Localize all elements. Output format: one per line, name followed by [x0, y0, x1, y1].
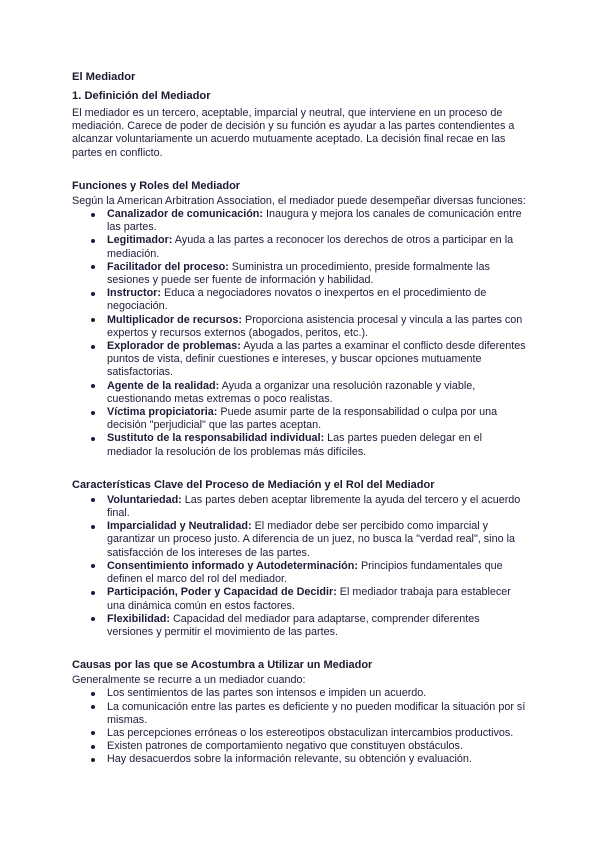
list-item [72, 314, 528, 340]
list-item-text: Educa a negociadores novatos o inexpertos en el procedimiento de negociación. [107, 287, 487, 313]
section-funciones-intro: Según la American Arbitration Association, el mediador puede desempeñar diversas funciones: [72, 194, 526, 207]
list-item [72, 287, 528, 313]
section-causas-intro: Generalmente se recurre a un mediador cuando: [72, 674, 306, 687]
list-item-term: Multiplicador de recursos: [107, 313, 242, 326]
funciones-list [72, 208, 528, 459]
list-item-text: Ayuda a organizar una resolución razonable y viable, cuestionando metas extremas o poco realistas. [107, 379, 476, 405]
list-item [72, 586, 528, 612]
section-caracteristicas-heading: Características Clave del Proceso de Mediación y el Rol del Mediador [72, 478, 435, 491]
document-page [72, 70, 528, 767]
list-item [72, 261, 528, 287]
list-item: Las percepciones erróneas o los estereotipos obstaculizan intercambios productivos. [72, 727, 528, 740]
section-funciones-heading: Funciones y Roles del Mediador [72, 179, 241, 192]
list-item-text: Las partes pueden delegar en el mediador la resolución de los problemas más difíciles. [107, 432, 483, 458]
causas-list [72, 687, 528, 766]
list-item [72, 520, 528, 560]
list-item-term: Agente de la realidad: [107, 379, 220, 392]
list-item [72, 208, 528, 234]
list-item-text: El mediador trabaja para establecer una dinámica común en estos factores. [107, 586, 511, 612]
list-item-text: Ayuda a las partes a reconocer los derechos de otros a participar en la mediación. [107, 234, 514, 260]
list-item-text: El mediador debe ser percibido como imparcial y garantizar un proceso justo. A diferencia de un juez, no busca la "verdad real", sino la satisfacción de los intereses de las partes. [107, 520, 515, 559]
list-item: Hay desacuerdos sobre la información relevante, su obtención y evaluación. [72, 753, 528, 766]
list-item-text: Ayuda a las partes a examinar el conflicto desde diferentes puntos de vista, definir cuestiones e intereses, y buscar opciones mutuamente satisfactorias. [107, 340, 526, 379]
list-item [72, 432, 528, 458]
list-item [72, 340, 528, 380]
list-item [72, 613, 528, 639]
list-item-text: Capacidad del mediador para adaptarse, comprender diferentes versiones y permitir el movimiento de las partes. [107, 612, 480, 638]
document-title: El Mediador [72, 71, 136, 83]
caracteristicas-list [72, 494, 528, 639]
list-item-term: Participación, Poder y Capacidad de Decidir: [107, 586, 337, 599]
list-item-text: Proporciona asistencia procesal y vincula a las partes con expertos y recursos externos (abogados, peritos, etc.). [107, 313, 523, 339]
list-item [72, 560, 528, 586]
list-item [72, 380, 528, 406]
list-item-term: Explorador de problemas: [107, 340, 241, 353]
list-item-text: Puede asumir parte de la responsabilidad o culpa por una decisión "perjudicial" que las partes aceptan. [107, 406, 498, 432]
list-item-term: Voluntariedad: [107, 493, 182, 506]
section-causas-heading: Causas por las que se Acostumbra a Utilizar un Mediador [72, 659, 373, 672]
list-item-term: Consentimiento informado y Autodeterminación: [107, 559, 358, 572]
list-item-term: Imparcialidad y Neutralidad: [107, 520, 252, 533]
list-item-term: Sustituto de la responsabilidad individual: [107, 432, 325, 445]
list-item-term: Facilitador del proceso: [107, 260, 229, 273]
list-item-term: Canalizador de comunicación: [107, 208, 263, 221]
list-item-term: Instructor: [107, 287, 161, 300]
section-definicion-heading: 1. Definición del Mediador [72, 90, 211, 102]
list-item-text: Principios fundamentales que definen el marco del rol del mediador. [107, 559, 503, 586]
list-item: Existen patrones de comportamiento negativo que constituyen obstáculos. [72, 740, 528, 753]
list-item [72, 494, 528, 520]
list-item: La comunicación entre las partes es deficiente y no pueden modificar la situación por sí mismas. [72, 701, 528, 727]
section-definicion-text: El mediador es un tercero, aceptable, imparcial y neutral, que interviene en un proceso de mediación. Carece de poder de decisión y su función es ayudar a las partes contendientes a alcanzar voluntariamente un acuerdo mutuamente aceptado. La decisión final recae en las partes en conflicto. [72, 107, 515, 159]
list-item-text: Suministra un procedimiento, preside formalmente las sesiones y puede ser fuente de información y habilidad. [107, 260, 490, 287]
list-item-term: Víctima propiciatoria: [107, 406, 218, 419]
list-item: Los sentimientos de las partes son intensos e impiden un acuerdo. [72, 687, 528, 700]
list-item [72, 234, 528, 260]
list-item-term: Flexibilidad: [107, 612, 170, 625]
list-item-text: Las partes deben aceptar libremente la ayuda del tercero y el acuerdo final. [107, 493, 521, 520]
list-item-term: Legitimador: [107, 234, 173, 247]
list-item-text: Inaugura y mejora los canales de comunicación entre las partes. [107, 208, 522, 234]
list-item [72, 406, 528, 432]
